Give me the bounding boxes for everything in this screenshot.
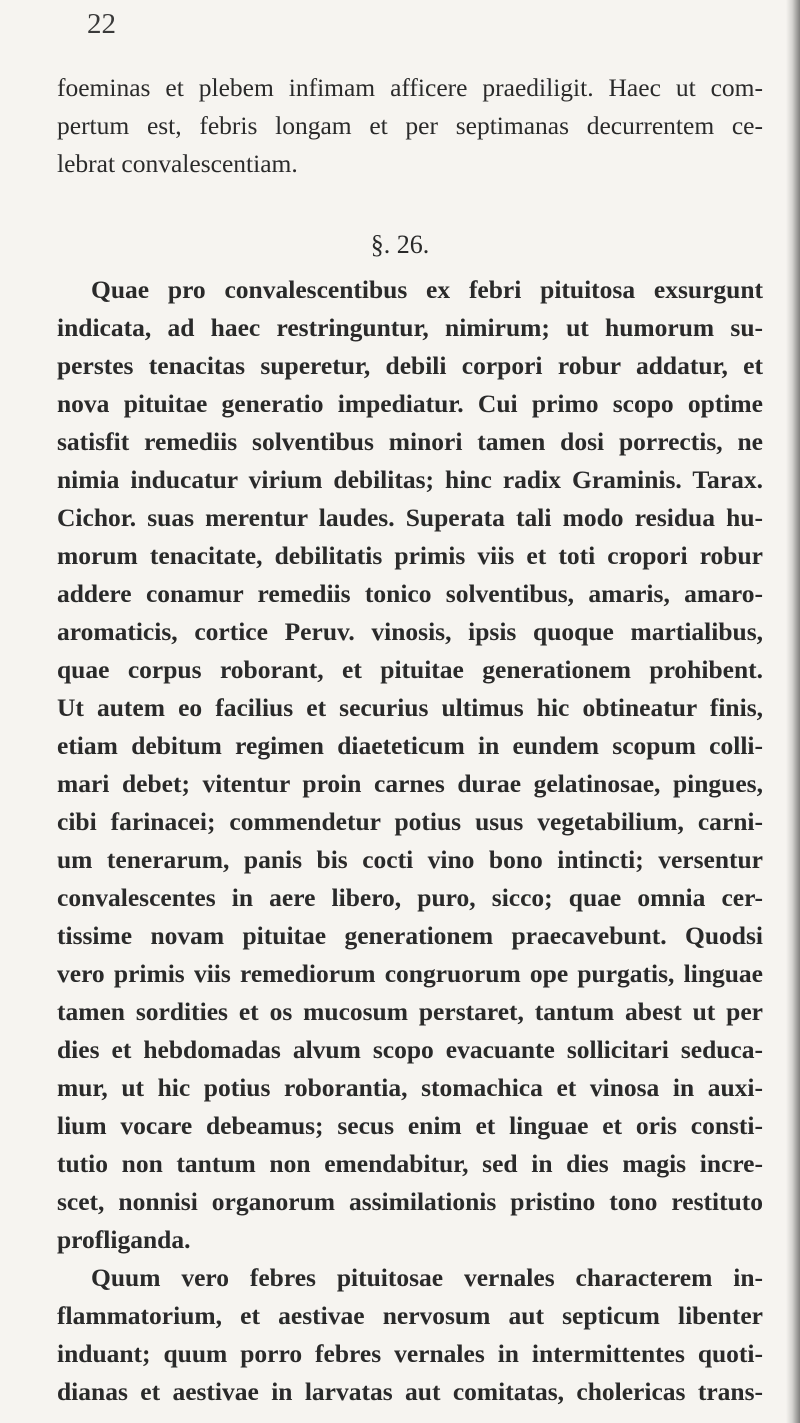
body-line: Ut autem eo facilius et securius ultimus hic obtineatur finis, [57,693,763,722]
body-line: nova pituitae generatio impediatur. Cui primo scopo optime [57,389,763,418]
body-line: perstes tenacitas superetur, debili corpori robur addatur, et [57,351,763,380]
page-edge-shadow [786,0,800,1423]
body-line: dies et hebdomadas alvum scopo evacuante sollicitari seduca- [57,1035,763,1064]
body-line: Cichor. suas merentur laudes. Superata tali modo residua hu- [57,503,763,532]
body-line: mur, ut hic potius roborantia, stomachica et vinosa in auxi- [57,1073,763,1102]
body-line: vero primis viis remediorum congruorum ope purgatis, linguae [57,959,763,988]
intro-line: foeminas et plebem infimam afficere praediligit. Haec ut com- [57,73,763,102]
body-line: satisfit remediis solventibus minori tamen dosi porrectis, ne [57,427,763,456]
body-line: addere conamur remediis tonico solventibus, amaris, amaro- [57,579,763,608]
body-line: um tenerarum, panis bis cocti vino bono intincti; versentur [57,845,763,874]
body-line: tutio non tantum non emendabitur, sed in dies magis incre- [57,1149,763,1178]
body-line: lium vocare debeamus; secus enim et linguae et oris consti- [57,1111,763,1140]
body-line: induant; quum porro febres vernales in intermittentes quoti- [57,1339,763,1368]
body-line: Quae pro convalescentibus ex febri pituitosa exsurgunt [91,275,763,304]
body-line: indicata, ad haec restringuntur, nimirum; ut humorum su- [57,313,763,342]
body-line: convalescentes in aere libero, puro, sicco; quae omnia cer- [57,883,763,912]
section-heading: §. 26. [370,230,430,259]
intro-line: pertum est, febris longam et per septimanas decurrentem ce- [57,111,763,140]
body-line: morum tenacitate, debilitatis primis viis et toti cropori robur [57,541,763,570]
body-line: dianas et aestivae in larvatas aut comitatas, cholericas trans- [57,1377,763,1406]
body-line: flammatorium, et aestivae nervosum aut septicum libenter [57,1301,763,1330]
intro-line: lebrat convalescentiam. [57,149,298,178]
body-line: aromaticis, cortice Peruv. vinosis, ipsis quoque martialibus, [57,617,763,646]
body-line: tamen sordities et os mucosum perstaret, tantum abest ut per [57,997,763,1026]
body-line: scet, nonnisi organorum assimilationis pristino tono restituto [57,1187,763,1216]
body-line: nimia inducatur virium debilitas; hinc radix Graminis. Tarax. [57,465,763,494]
body-line: quae corpus roborant, et pituitae generationem prohibent. [57,655,763,684]
body-line: profliganda. [57,1225,191,1254]
body-line: mari debet; vitentur proin carnes durae gelatinosae, pingues, [57,769,763,798]
body-line: cibi farinacei; commendetur potius usus vegetabilium, carni- [57,807,763,836]
body-line: etiam debitum regimen diaeteticum in eundem scopum colli- [57,731,763,760]
body-line: Quum vero febres pituitosae vernales characterem in- [91,1263,763,1292]
body-line: tissime novam pituitae generationem praecavebunt. Quodsi [57,921,763,950]
page-number: 22 [87,8,116,40]
